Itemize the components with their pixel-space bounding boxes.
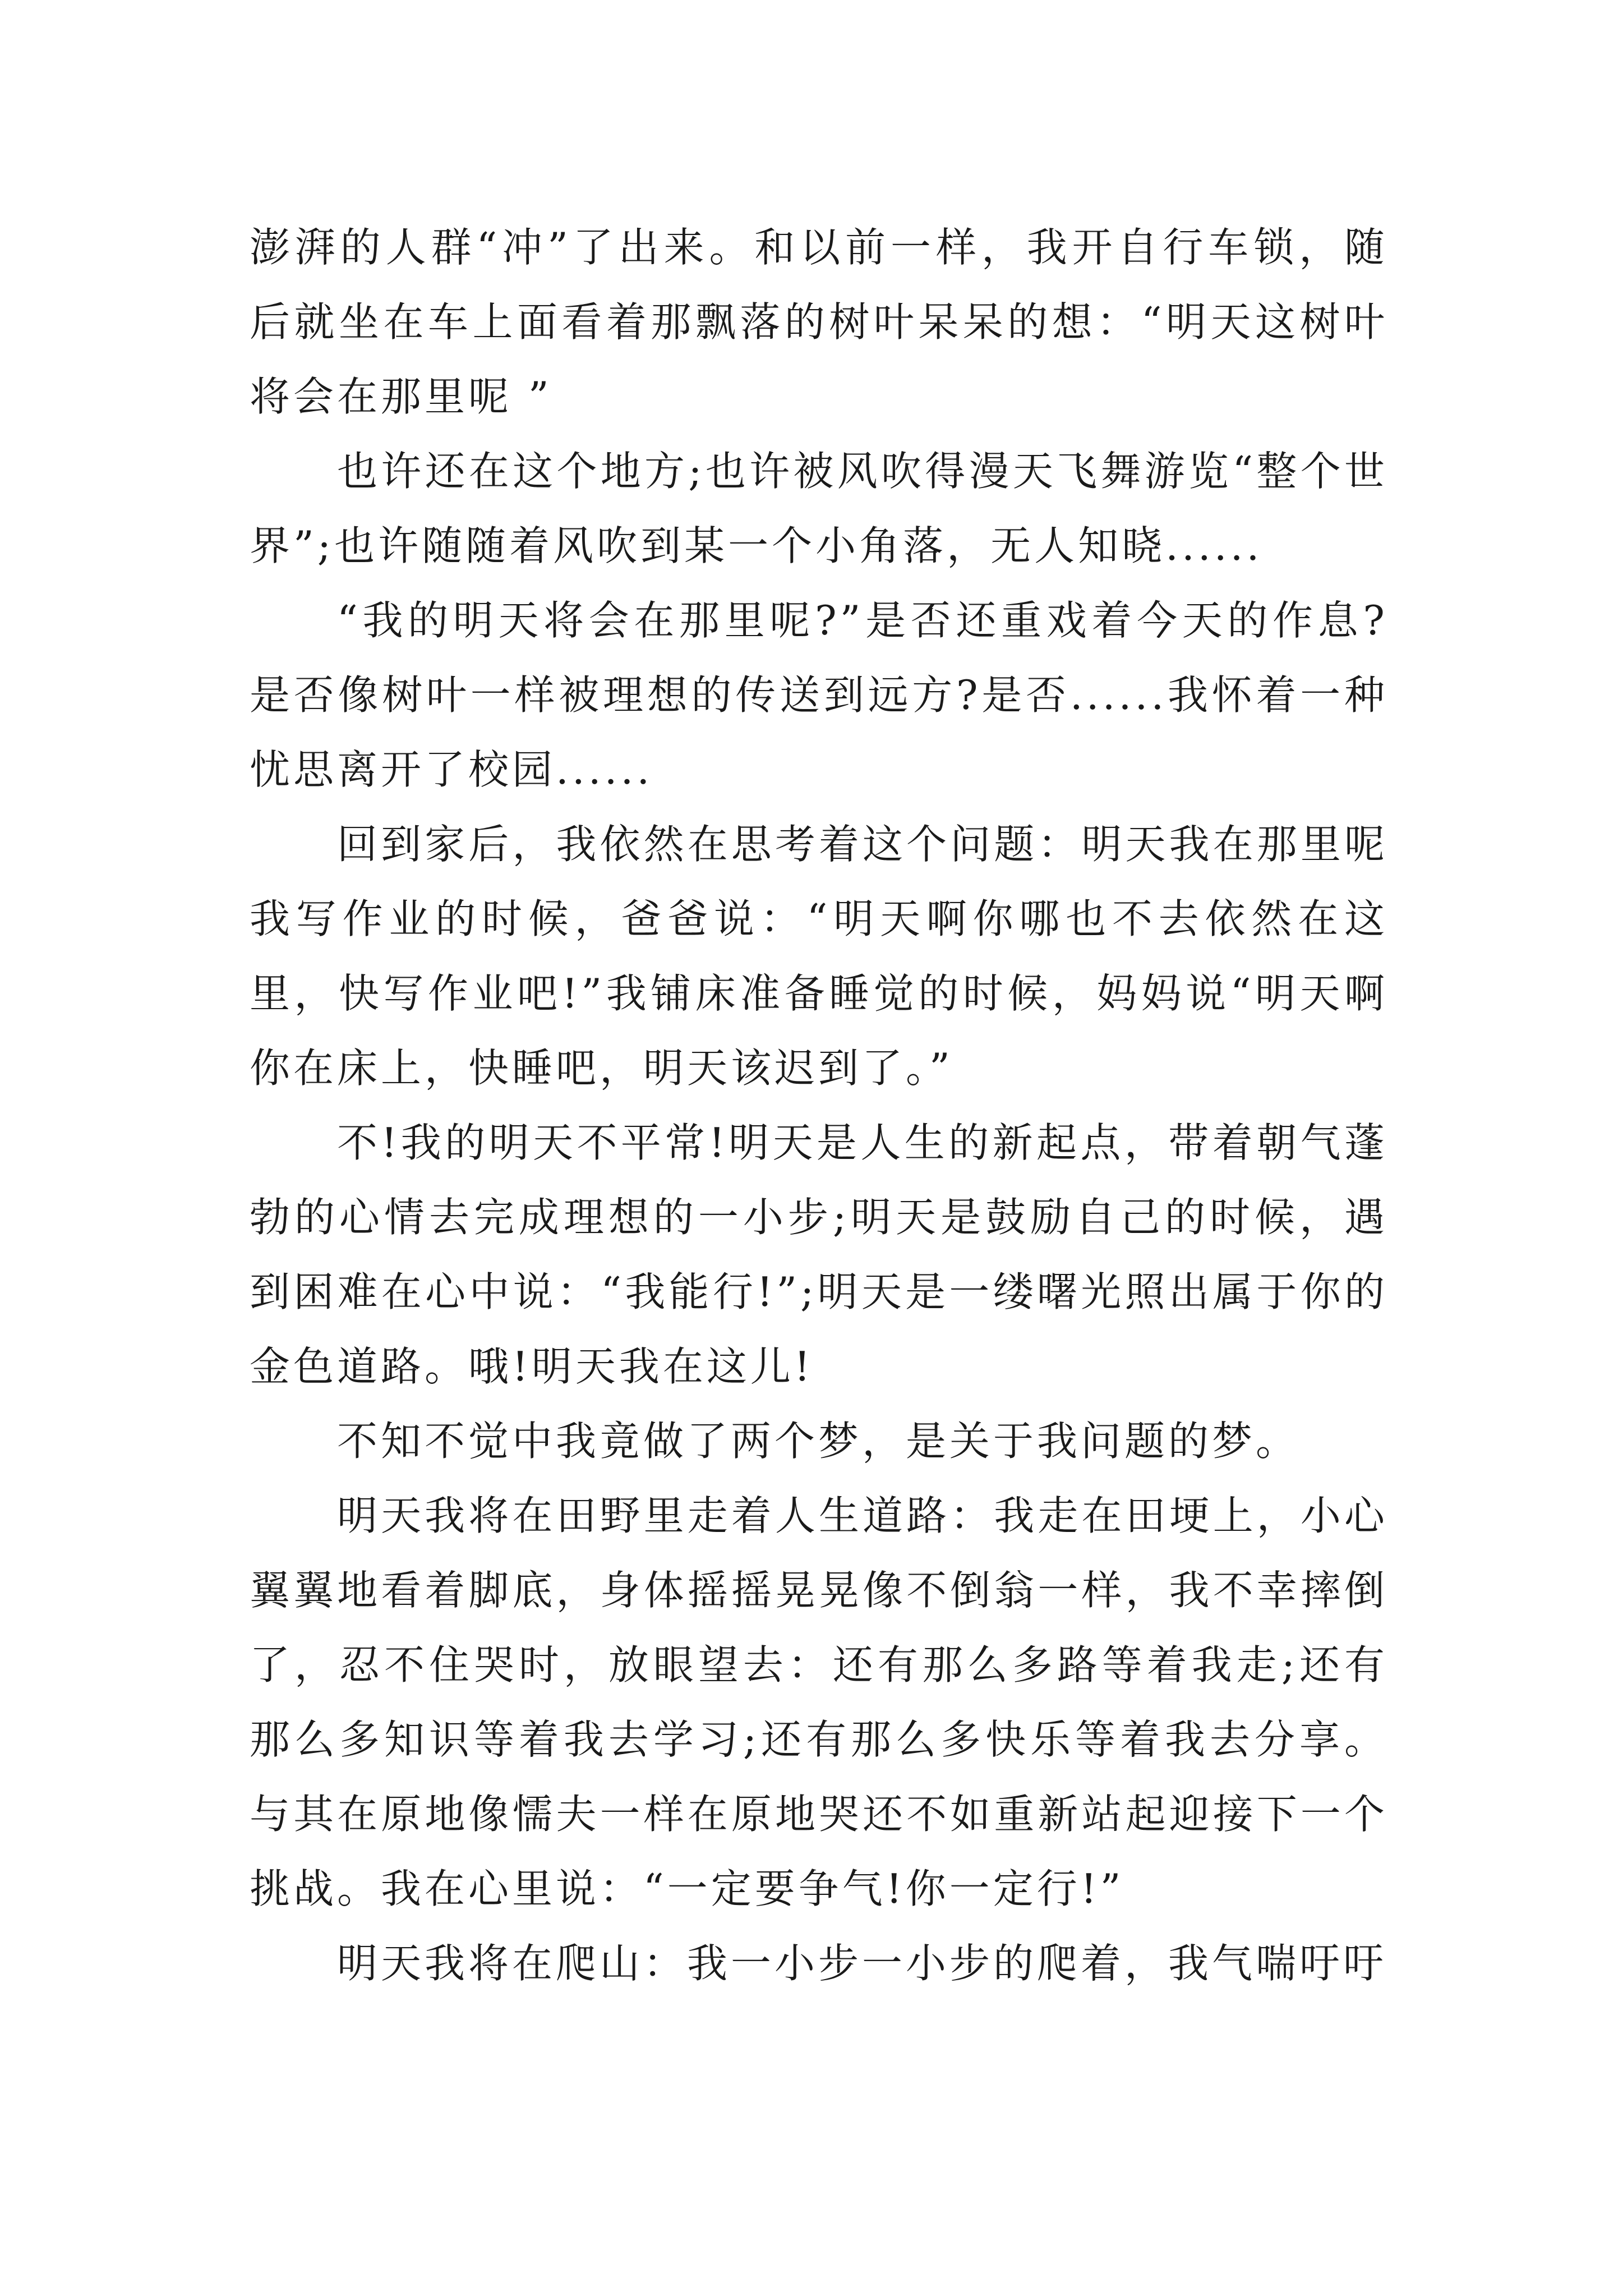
paragraph: 回到家后，我依然在思考着这个问题：明天我在那里呢 我写作业的时候，爸爸说：“明天啊你哪也不去依然在这里，快写作业吧!”我铺床准备睡觉的时候，妈妈说“明天啊你在床上，快睡吧，明天该迟到了。”	[250, 821, 1388, 1092]
document-body	[250, 210, 1388, 2001]
paragraph: 澎湃的人群“冲”了出来。和以前一样，我开自行车锁，随后就坐在车上面看着那飘落的树叶呆呆的想：“明天这树叶将会在那里呢 ”	[250, 224, 1388, 420]
paragraph: 明天我将在爬山：我一小步一小步的爬着，我气喘吁吁	[337, 1940, 1387, 1987]
paragraph: “我的明天将会在那里呢?”是否还重戏着今天的作息?是否像树叶一样被理想的传送到远方?是否......我怀着一种忧思离开了校园......	[250, 597, 1388, 793]
paragraph: 不!我的明天不平常!明天是人生的新起点，带着朝气蓬勃的心情去完成理想的一小步;明天是鼓励自己的时候，遇到困难在心中说：“我能行!”;明天是一缕曙光照出属于你的金色道路。哦!明天我在这儿!	[250, 1119, 1388, 1390]
paragraph: 不知不觉中我竟做了两个梦，是关于我问题的梦。	[337, 1418, 1300, 1465]
paragraph: 也许还在这个地方;也许被风吹得漫天飞舞游览“整个世界”;也许随随着风吹到某一个小角落，无人知晓......	[250, 448, 1388, 569]
paragraph: 明天我将在田野里走着人生道路：我走在田埂上，小心翼翼地看着脚底，身体摇摇晃晃像不倒翁一样，我不幸摔倒了，忍不住哭时，放眼望去：还有那么多路等着我走;还有那么多知识等着我去学习;还有那么多快乐等着我去分享。与其在原地像懦夫一样在原地哭还不如重新站起迎接下一个挑战。我在心里说：“一定要争气!你一定行!”	[250, 1492, 1388, 1912]
